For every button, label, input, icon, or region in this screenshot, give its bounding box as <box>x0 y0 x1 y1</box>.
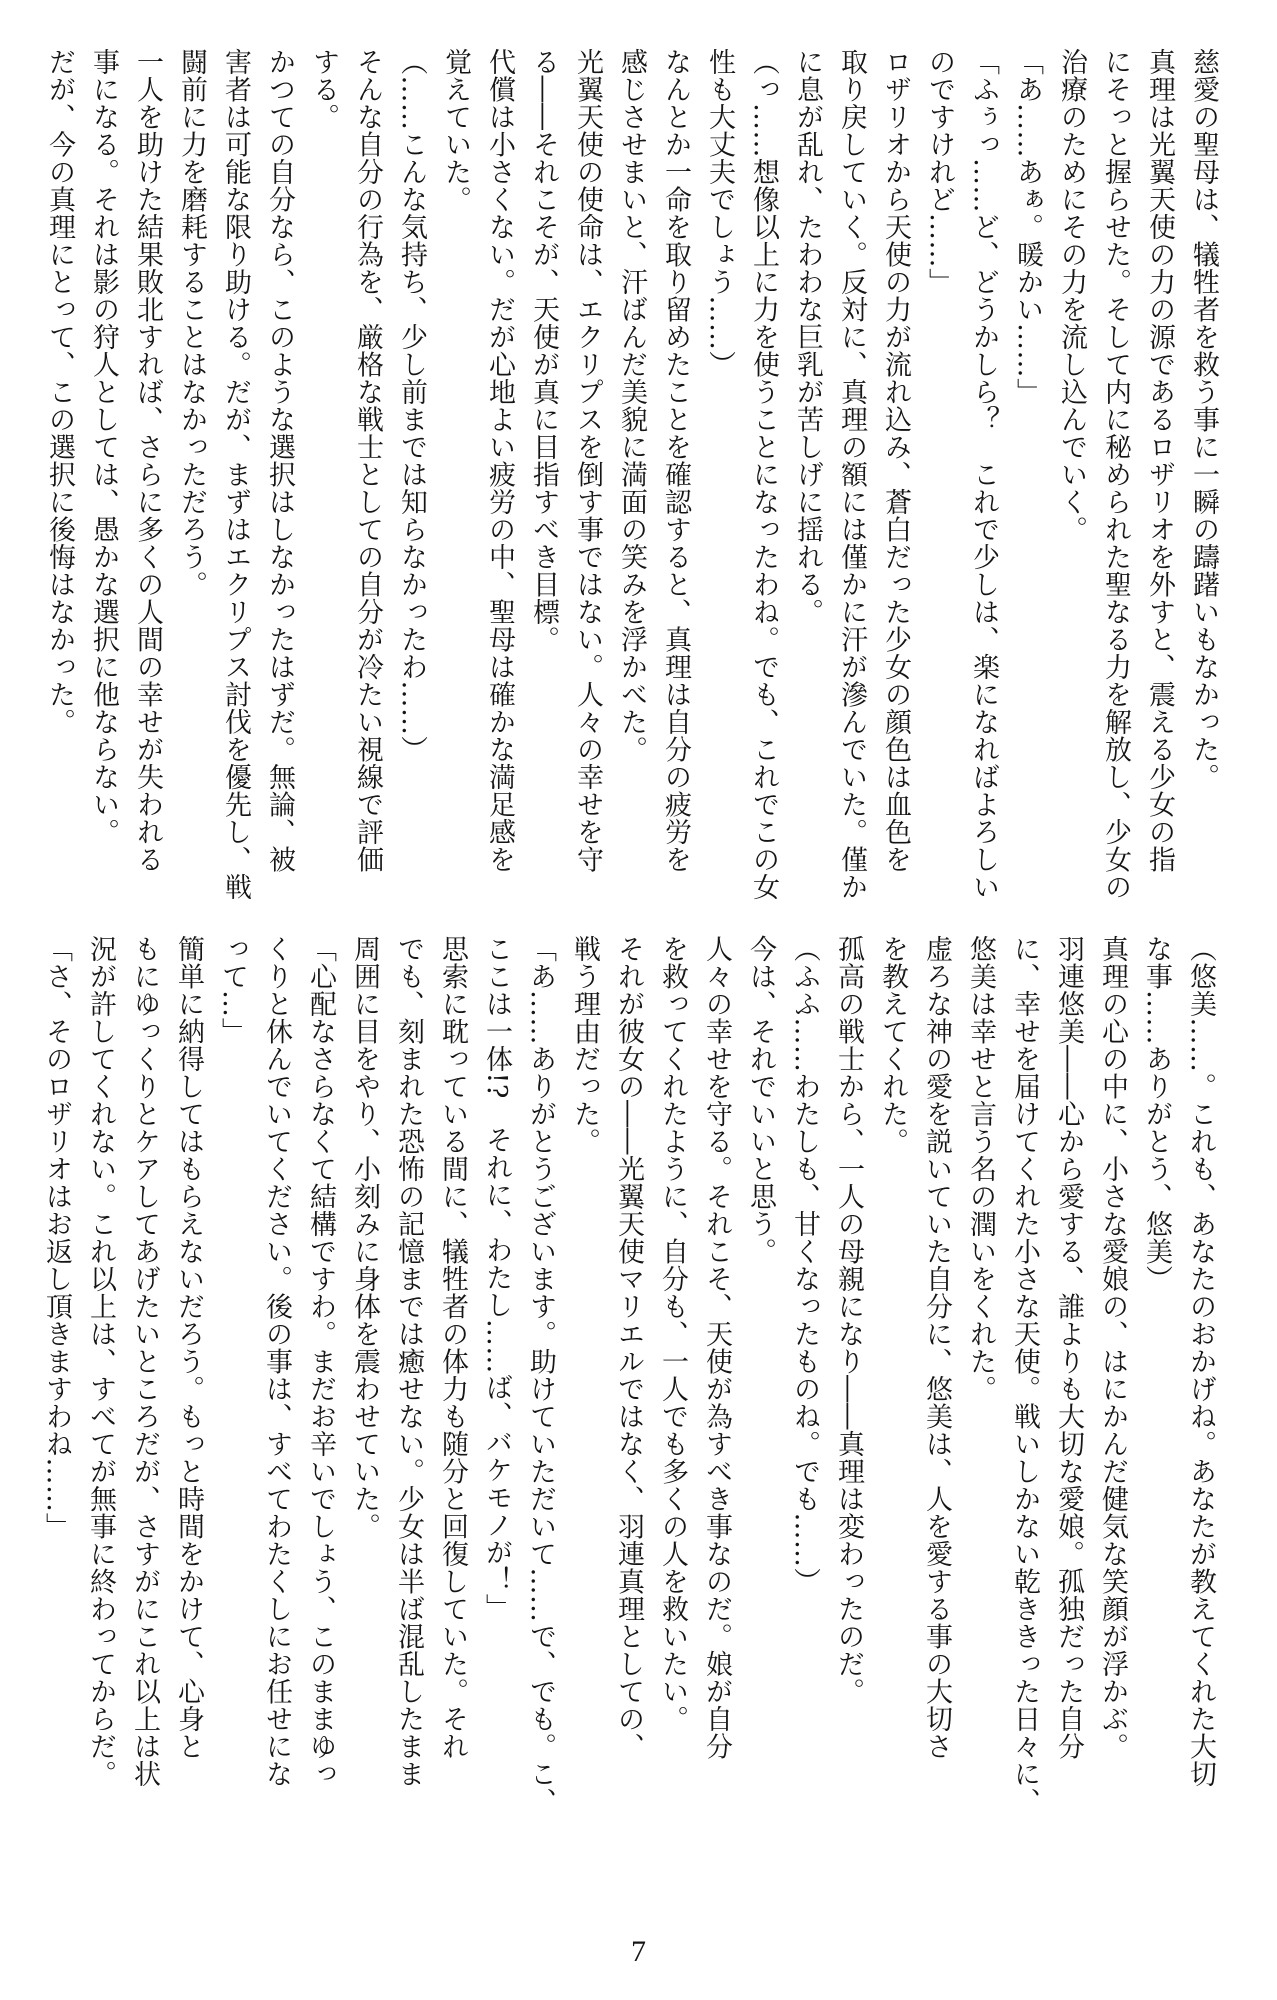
text-line: （悠美……。これも、あなたのおかげね。あなたが教えてくれた大切 <box>1185 935 1216 1788</box>
text-line: にそっと握らせた。そして内に秘められた聖なる力を解放し、少女の <box>1100 48 1131 901</box>
text-line: 治療のためにその力を流し込んでいく。 <box>1056 48 1087 543</box>
text-line: 「あ……ありがとうございます。助けていただいて……で、でも。こ、 <box>525 935 556 1815</box>
text-line: もにゆっくりとケアしてあげたいところだが、さすがにこれ以上は状 <box>129 935 160 1788</box>
top-text-block <box>44 48 1225 901</box>
bottom-text-block <box>41 935 1222 1835</box>
text-line: 況が許してくれない。これ以上は、すべてが無事に終わってからだ。 <box>85 935 116 1788</box>
text-line: 「心配なさらなくて結構ですわ。まだお辛いでしょう、このままゆっ <box>305 935 336 1788</box>
text-line: 「あ……あぁ。暖かい……」 <box>1012 48 1043 406</box>
text-line: かつての自分なら、このような選択はしなかったはずだ。無論、被 <box>264 48 295 873</box>
text-line: 悠美は幸せと言う名の潤いをくれた。 <box>965 935 996 1403</box>
text-line: 「さ、そのロザリオはお返し頂きますわね……」 <box>41 935 72 1540</box>
text-line: でも、刻まれた恐怖の記憶までは癒せない。少女は半ば混乱したまま <box>393 935 424 1788</box>
text-line: ロザリオから天使の力が流れ込み、蒼白だった少女の顔色は血色を <box>880 48 911 873</box>
text-line: くりと休んでいてください。後の事は、すべてわたくしにお任せにな <box>261 935 292 1788</box>
text-line: 今は、それでいいと思う。 <box>745 935 776 1265</box>
text-line: 取り戻していく。反対に、真理の額には僅かに汗が滲んでいた。僅か <box>836 48 867 901</box>
text-line: それが彼女の――光翼天使マリエルではなく、羽連真理としての、 <box>613 935 644 1760</box>
text-line: 事になる。それは影の狩人としては、愚かな選択に他ならない。 <box>88 48 119 846</box>
text-line: 慈愛の聖母は、犠牲者を救う事に一瞬の躊躇いもなかった。 <box>1188 48 1219 791</box>
text-line: する。 <box>308 48 339 131</box>
text-line: 一人を助けた結果敗北すれば、さらに多くの人間の幸せが失われる <box>132 48 163 873</box>
text-line: 「ふぅっ……ど、どうかしら？ これで少しは、楽になればよろしい <box>968 48 999 901</box>
text-line: 思索に耽っている間に、犠牲者の体力も随分と回復していた。それ <box>437 935 468 1760</box>
text-line: 代償は小さくない。だが心地よい疲労の中、聖母は確かな満足感を <box>484 48 515 873</box>
text-line: 真理の心の中に、小さな愛娘の、はにかんだ健気な笑顔が浮かぶ。 <box>1097 935 1128 1760</box>
text-line: 感じさせまいと、汗ばんだ美貌に満面の笑みを浮かべた。 <box>616 48 647 763</box>
text-line: （……こんな気持ち、少し前までは知らなかったわ……） <box>396 48 427 763</box>
text-line: 羽連悠美――心から愛する、誰よりも大切な愛娘。孤独だった自分 <box>1053 935 1084 1760</box>
text-line: 虚ろな神の愛を説いていた自分に、悠美は、人を愛する事の大切さ <box>921 935 952 1760</box>
text-line: を教えてくれた。 <box>877 935 908 1155</box>
text-line: 簡単に納得してはもらえないだろう。もっと時間をかけて、心身と <box>173 935 204 1760</box>
text-line: 光翼天使の使命は、エクリプスを倒す事ではない。人々の幸せを守 <box>572 48 603 873</box>
text-line: る――それこそが、天使が真に目指すべき目標。 <box>528 48 559 653</box>
text-line: ここは一体!? それに、わたし……ば、バケモノが！」 <box>481 935 512 1622</box>
text-line: 周囲に目をやり、小刻みに身体を震わせていた。 <box>349 935 380 1540</box>
text-line: 孤高の戦士から、一人の母親になり――真理は変わったのだ。 <box>833 935 864 1705</box>
page-number: 7 <box>631 1935 646 1968</box>
text-line: に息が乱れ、たわわな巨乳が苦しげに揺れる。 <box>792 48 823 626</box>
text-line: だが、今の真理にとって、この選択に後悔はなかった。 <box>44 48 75 736</box>
text-line: そんな自分の行為を、厳格な戦士としての自分が冷たい視線で評価 <box>352 48 383 873</box>
text-line: 戦う理由だった。 <box>569 935 600 1155</box>
text-line: 覚えていた。 <box>440 48 471 213</box>
text-line: 真理は光翼天使の力の源であるロザリオを外すと、震える少女の指 <box>1144 48 1175 873</box>
text-line: って…」 <box>217 935 248 1045</box>
text-line: なんとか一命を取り留めたことを確認すると、真理は自分の疲労を <box>660 48 691 873</box>
text-line: 害者は可能な限り助ける。だが、まずはエクリプス討伐を優先し、戦 <box>220 48 251 901</box>
text-line: を救ってくれたように、自分も、一人でも多くの人を救いたい。 <box>657 935 688 1733</box>
text-line: のですけれど……」 <box>924 48 955 296</box>
text-line: 性も大丈夫でしょう……） <box>704 48 735 378</box>
text-line: （ふふ……わたしも、甘くなったものね。でも……） <box>789 935 820 1595</box>
text-line: 闘前に力を磨耗することはなかっただろう。 <box>176 48 207 598</box>
text-line: に、幸せを届けてくれた小さな天使。戦いしかない乾ききった日々に、 <box>1009 935 1040 1815</box>
text-line: な事……ありがとう、悠美） <box>1141 935 1172 1293</box>
text-line: （っ……想像以上に力を使うことになったわね。でも、これでこの女 <box>748 48 779 901</box>
text-line: 人々の幸せを守る。それこそ、天使が為すべき事なのだ。娘が自分 <box>701 935 732 1760</box>
